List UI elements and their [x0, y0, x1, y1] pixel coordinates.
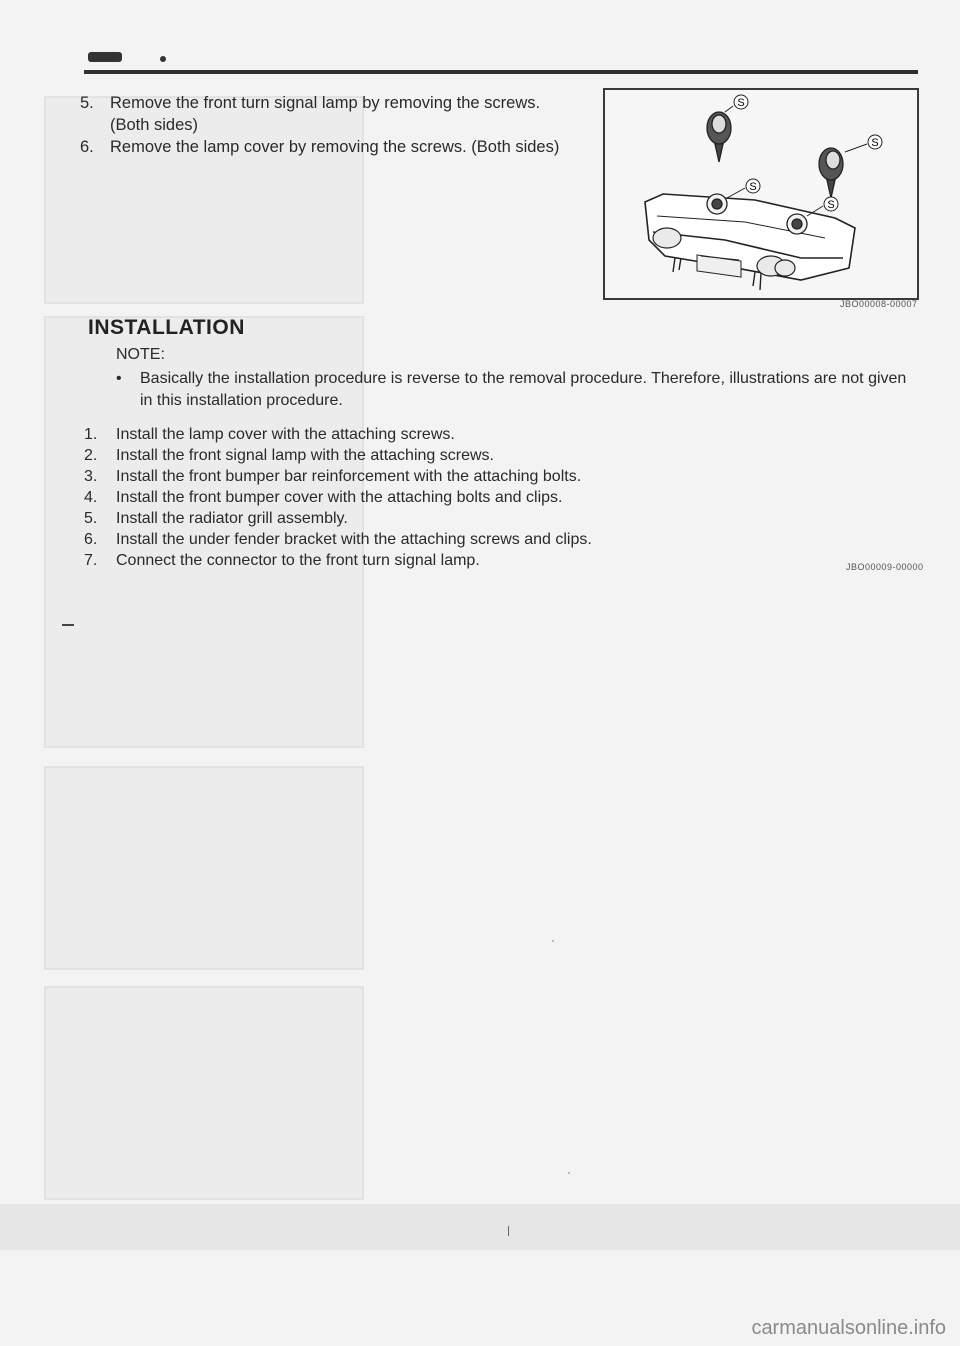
- list-item: [84, 529, 784, 550]
- list-item: [84, 424, 784, 445]
- step-text: Install the front bumper cover with the attaching bolts and clips.: [116, 489, 563, 506]
- step-number: 3.: [84, 468, 98, 485]
- list-item: [84, 508, 784, 529]
- note-body: Basically the installation procedure is reverse to the removal procedure. Therefore, illustrations are not given in this installation procedure.: [140, 370, 907, 409]
- step-number: 6.: [84, 531, 98, 548]
- list-item: [80, 136, 570, 158]
- removal-step-list: [80, 92, 570, 158]
- step-number: 1.: [84, 426, 98, 443]
- list-item: [84, 550, 784, 571]
- section-title: INSTALLATION: [88, 316, 245, 339]
- ghost-panel: [44, 986, 364, 1200]
- margin-dash: [62, 624, 74, 626]
- turn-signal-lamp: [819, 148, 843, 198]
- installation-step-list: [84, 424, 784, 571]
- screw-marker-label: S: [737, 97, 745, 109]
- header-mark: [88, 52, 122, 62]
- step-number: 6.: [80, 138, 94, 156]
- turn-signal-lamp: [707, 112, 731, 162]
- list-item: [84, 466, 784, 487]
- step-number: 5.: [80, 94, 94, 112]
- note-text: [116, 368, 916, 412]
- screw-marker-label: S: [749, 181, 757, 193]
- header-rule: [84, 70, 918, 74]
- speck: [552, 940, 554, 942]
- watermark: carmanualsonline.info: [751, 1317, 946, 1339]
- step-text: Install the lamp cover with the attaching screws.: [116, 426, 455, 443]
- list-item: [84, 487, 784, 508]
- section-code: JBO00009-00000: [846, 562, 924, 572]
- footer-mark: [508, 1226, 509, 1236]
- step-number: 2.: [84, 447, 98, 464]
- speck: [568, 1172, 570, 1174]
- figure-code: JBO00008-00007: [840, 299, 918, 309]
- step-number: 7.: [84, 552, 98, 569]
- screw-marker-label: S: [827, 199, 835, 211]
- step-text: Install the front signal lamp with the attaching screws.: [116, 447, 494, 464]
- step-text: Install the under fender bracket with the attaching screws and clips.: [116, 531, 592, 548]
- note-label: NOTE:: [116, 346, 165, 363]
- ghost-line: [0, 1204, 960, 1250]
- bumper-lamp-diagram: [605, 90, 917, 298]
- step-number: 4.: [84, 489, 98, 506]
- screw-marker-label: S: [871, 137, 879, 149]
- screw-marker-group: [734, 95, 882, 211]
- list-item: [80, 92, 570, 136]
- step-text: Connect the connector to the front turn signal lamp.: [116, 552, 480, 569]
- lamp-removal-illustration: [603, 88, 919, 300]
- step-text: Remove the lamp cover by removing the screws. (Both sides): [110, 138, 560, 156]
- bullet-icon: •: [116, 370, 122, 387]
- step-text: Install the front bumper bar reinforcement with the attaching bolts.: [116, 468, 582, 485]
- step-text: Install the radiator grill assembly.: [116, 510, 348, 527]
- step-number: 5.: [84, 510, 98, 527]
- header-dot: [160, 56, 166, 62]
- ghost-panel: [44, 766, 364, 970]
- step-text: Remove the front turn signal lamp by removing the screws. (Both sides): [110, 94, 541, 134]
- list-item: [84, 445, 784, 466]
